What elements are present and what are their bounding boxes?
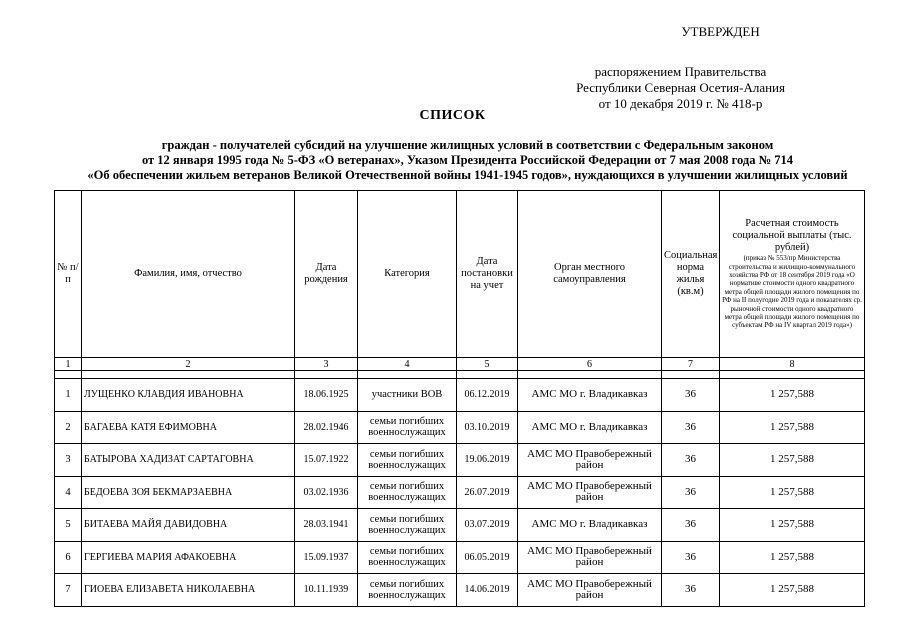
header-num: № п/п: [55, 191, 82, 358]
header-birth: Дата рождения: [295, 191, 358, 358]
header-cost-main: Расчетная стоимость социальной выплаты (тыс. рублей): [732, 218, 852, 254]
recipients-table: [54, 190, 865, 607]
header-category: Категория: [358, 191, 457, 358]
cell-cost: 1 257,588: [720, 574, 865, 607]
subtitle-line-2: от 12 января 1995 года № 5-ФЗ «О ветеранах», Указом Президента Российской Федерации от 7 мая 2008 года № 714: [141, 153, 794, 167]
column-number: 8: [720, 358, 865, 371]
table-header: [55, 191, 865, 371]
cell-organ: АМС МО Правобережный район: [518, 574, 662, 607]
cell-category: семьи погибших военнослужащих: [358, 476, 457, 509]
cell-fio: БАГАЕВА КАТЯ ЕФИМОВНА: [82, 411, 295, 444]
column-number: 5: [457, 358, 518, 371]
cell-category: семьи погибших военнослужащих: [358, 574, 457, 607]
approval-line-2: Республики Северная Осетия-Алания: [576, 80, 785, 95]
table-row: [55, 476, 865, 509]
cell-organ: АМС МО Правобережный район: [518, 476, 662, 509]
table-row: [55, 379, 865, 412]
cell-birth: 15.07.1922: [295, 444, 358, 477]
cell-num: 4: [55, 476, 82, 509]
header-norm: Социальная норма жилья (кв.м): [662, 191, 720, 358]
column-number: 6: [518, 358, 662, 371]
table-row: [55, 444, 865, 477]
cell-norm: 36: [662, 574, 720, 607]
document-title: СПИСОК: [419, 108, 486, 123]
column-number: 7: [662, 358, 720, 371]
column-number: 2: [82, 358, 295, 371]
cell-reg-date: 06.05.2019: [457, 541, 518, 574]
cell-category: участники ВОВ: [358, 379, 457, 412]
cell-norm: 36: [662, 379, 720, 412]
spacer-row: [55, 371, 865, 379]
spacer-cell: [720, 371, 865, 379]
cell-reg-date: 19.06.2019: [457, 444, 518, 477]
cell-organ: АМС МО г. Владикавказ: [518, 411, 662, 444]
header-cost: [720, 191, 865, 358]
cell-category: семьи погибших военнослужащих: [358, 541, 457, 574]
table-row: [55, 411, 865, 444]
approved-label: УТВЕРЖДЕН: [681, 24, 760, 39]
cell-organ: АМС МО Правобережный район: [518, 444, 662, 477]
cell-organ: АМС МО г. Владикавказ: [518, 379, 662, 412]
cell-category: семьи погибших военнослужащих: [358, 411, 457, 444]
cell-num: 5: [55, 509, 82, 542]
column-number-row: [55, 358, 865, 371]
column-number: 4: [358, 358, 457, 371]
column-number: 1: [55, 358, 82, 371]
spacer-cell: [662, 371, 720, 379]
document-subtitle: [60, 138, 875, 183]
cell-reg-date: 03.07.2019: [457, 509, 518, 542]
cell-num: 7: [55, 574, 82, 607]
cell-birth: 10.11.1939: [295, 574, 358, 607]
cell-category: семьи погибших военнослужащих: [358, 509, 457, 542]
cell-cost: 1 257,588: [720, 379, 865, 412]
cell-fio: ГИОЕВА ЕЛИЗАВЕТА НИКОЛАЕВНА: [82, 574, 295, 607]
cell-fio: БЕДОЕВА ЗОЯ БЕКМАРЗАЕВНА: [82, 476, 295, 509]
approval-block: [576, 24, 785, 112]
cell-cost: 1 257,588: [720, 476, 865, 509]
table-row: [55, 541, 865, 574]
subtitle-line-3: «Об обеспечении жильем ветеранов Великой Отечественной войны 1941-1945 годов», нуждающихся в улучшении жилищных условий: [87, 168, 848, 182]
cell-norm: 36: [662, 509, 720, 542]
cell-norm: 36: [662, 476, 720, 509]
cell-cost: 1 257,588: [720, 411, 865, 444]
spacer-cell: [82, 371, 295, 379]
cell-reg-date: 06.12.2019: [457, 379, 518, 412]
header-cost-note: (приказ № 553/пр Министерства строительства и жилищно-коммунального хозяйства РФ от 18 сентября 2019 года «О нормативе стоимости одного квадратного метра общей площади жилого помещения по РФ на II полугодие 2019 года и показателях ср. рыночной стоимости одного квадратного метра общей площади жилого помещения по субъектам РФ на IV квартал 2019 года»): [722, 254, 862, 330]
cell-norm: 36: [662, 541, 720, 574]
cell-num: 6: [55, 541, 82, 574]
spacer-cell: [295, 371, 358, 379]
subtitle-line-1: граждан - получателей субсидий на улучшение жилищных условий в соответствии с Федеральным законом: [161, 138, 774, 152]
spacer-cell: [55, 371, 82, 379]
cell-reg-date: 14.06.2019: [457, 574, 518, 607]
approval-line-1: распоряжением Правительства: [594, 64, 767, 79]
cell-reg-date: 26.07.2019: [457, 476, 518, 509]
header-reg-date: Дата постановки на учет: [457, 191, 518, 358]
table-row: [55, 574, 865, 607]
cell-birth: 28.03.1941: [295, 509, 358, 542]
cell-fio: ЛУЩЕНКО КЛАВДИЯ ИВАНОВНА: [82, 379, 295, 412]
table-row: [55, 509, 865, 542]
cell-cost: 1 257,588: [720, 509, 865, 542]
cell-birth: 28.02.1946: [295, 411, 358, 444]
cell-organ: АМС МО Правобережный район: [518, 541, 662, 574]
approval-line-3: от 10 декабря 2019 г. № 418-р: [598, 96, 763, 111]
cell-cost: 1 257,588: [720, 541, 865, 574]
header-fio: Фамилия, имя, отчество: [82, 191, 295, 358]
cell-birth: 15.09.1937: [295, 541, 358, 574]
table-body: [55, 371, 865, 607]
spacer-cell: [358, 371, 457, 379]
cell-cost: 1 257,588: [720, 444, 865, 477]
cell-num: 2: [55, 411, 82, 444]
cell-num: 3: [55, 444, 82, 477]
column-number: 3: [295, 358, 358, 371]
cell-fio: БАТЫРОВА ХАДИЗАТ САРТАГОВНА: [82, 444, 295, 477]
cell-fio: ГЕРГИЕВА МАРИЯ АФАКОЕВНА: [82, 541, 295, 574]
cell-birth: 18.06.1925: [295, 379, 358, 412]
cell-birth: 03.02.1936: [295, 476, 358, 509]
cell-organ: АМС МО г. Владикавказ: [518, 509, 662, 542]
spacer-cell: [518, 371, 662, 379]
cell-reg-date: 03.10.2019: [457, 411, 518, 444]
cell-fio: БИТАЕВА МАЙЯ ДАВИДОВНА: [82, 509, 295, 542]
cell-num: 1: [55, 379, 82, 412]
header-organ: Орган местного самоуправления: [518, 191, 662, 358]
spacer-cell: [457, 371, 518, 379]
cell-category: семьи погибших военнослужащих: [358, 444, 457, 477]
cell-norm: 36: [662, 444, 720, 477]
cell-norm: 36: [662, 411, 720, 444]
